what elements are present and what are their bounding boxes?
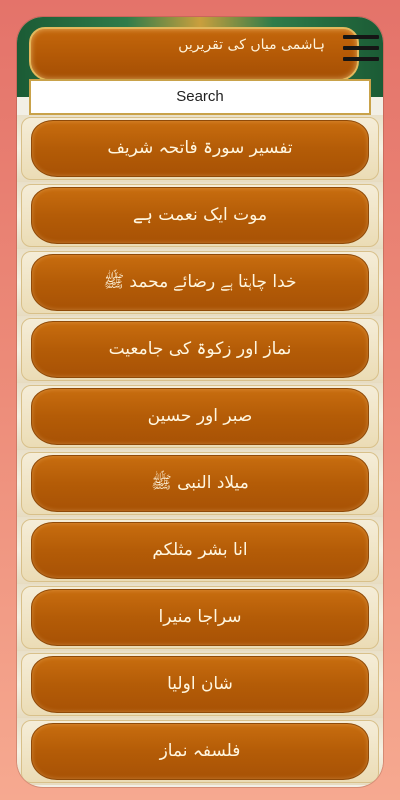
item-label: نماز اور زکوۃ کی جامعیت — [108, 339, 292, 359]
item-label: خدا چاہتا ہے رضائے محمد ﷺ — [103, 272, 297, 292]
item-label: صبر اور حسین — [147, 406, 253, 426]
list-item[interactable] — [17, 651, 383, 718]
app-screen — [17, 17, 383, 787]
list-item[interactable] — [17, 182, 383, 249]
item-label: سراجا منیرا — [158, 607, 242, 627]
list-item[interactable] — [17, 584, 383, 651]
list-item[interactable] — [17, 249, 383, 316]
item-label: انا بشر مثلکم — [152, 540, 248, 560]
list-item[interactable] — [17, 316, 383, 383]
item-label: موت ایک نعمت ہے — [132, 205, 268, 225]
item-label: فلسفہ نماز — [159, 741, 241, 761]
app-title: ہاشمی میاں کی تقریریں — [178, 37, 325, 53]
list-item[interactable] — [17, 115, 383, 182]
list-item[interactable] — [17, 517, 383, 584]
menu-bar — [343, 35, 379, 39]
search-button[interactable]: Search — [29, 79, 371, 115]
item-label: میلاد النبی ﷺ — [151, 473, 249, 493]
item-label: تفسیر سورۃ فاتحہ شریف — [107, 138, 293, 158]
menu-bar — [343, 57, 379, 61]
menu-icon[interactable] — [343, 35, 379, 63]
list-item[interactable] — [17, 718, 383, 785]
header-title-panel — [29, 27, 359, 81]
list-item[interactable] — [17, 450, 383, 517]
item-label: شان اولیا — [167, 674, 233, 694]
menu-bar — [343, 46, 379, 50]
list-item[interactable] — [17, 383, 383, 450]
